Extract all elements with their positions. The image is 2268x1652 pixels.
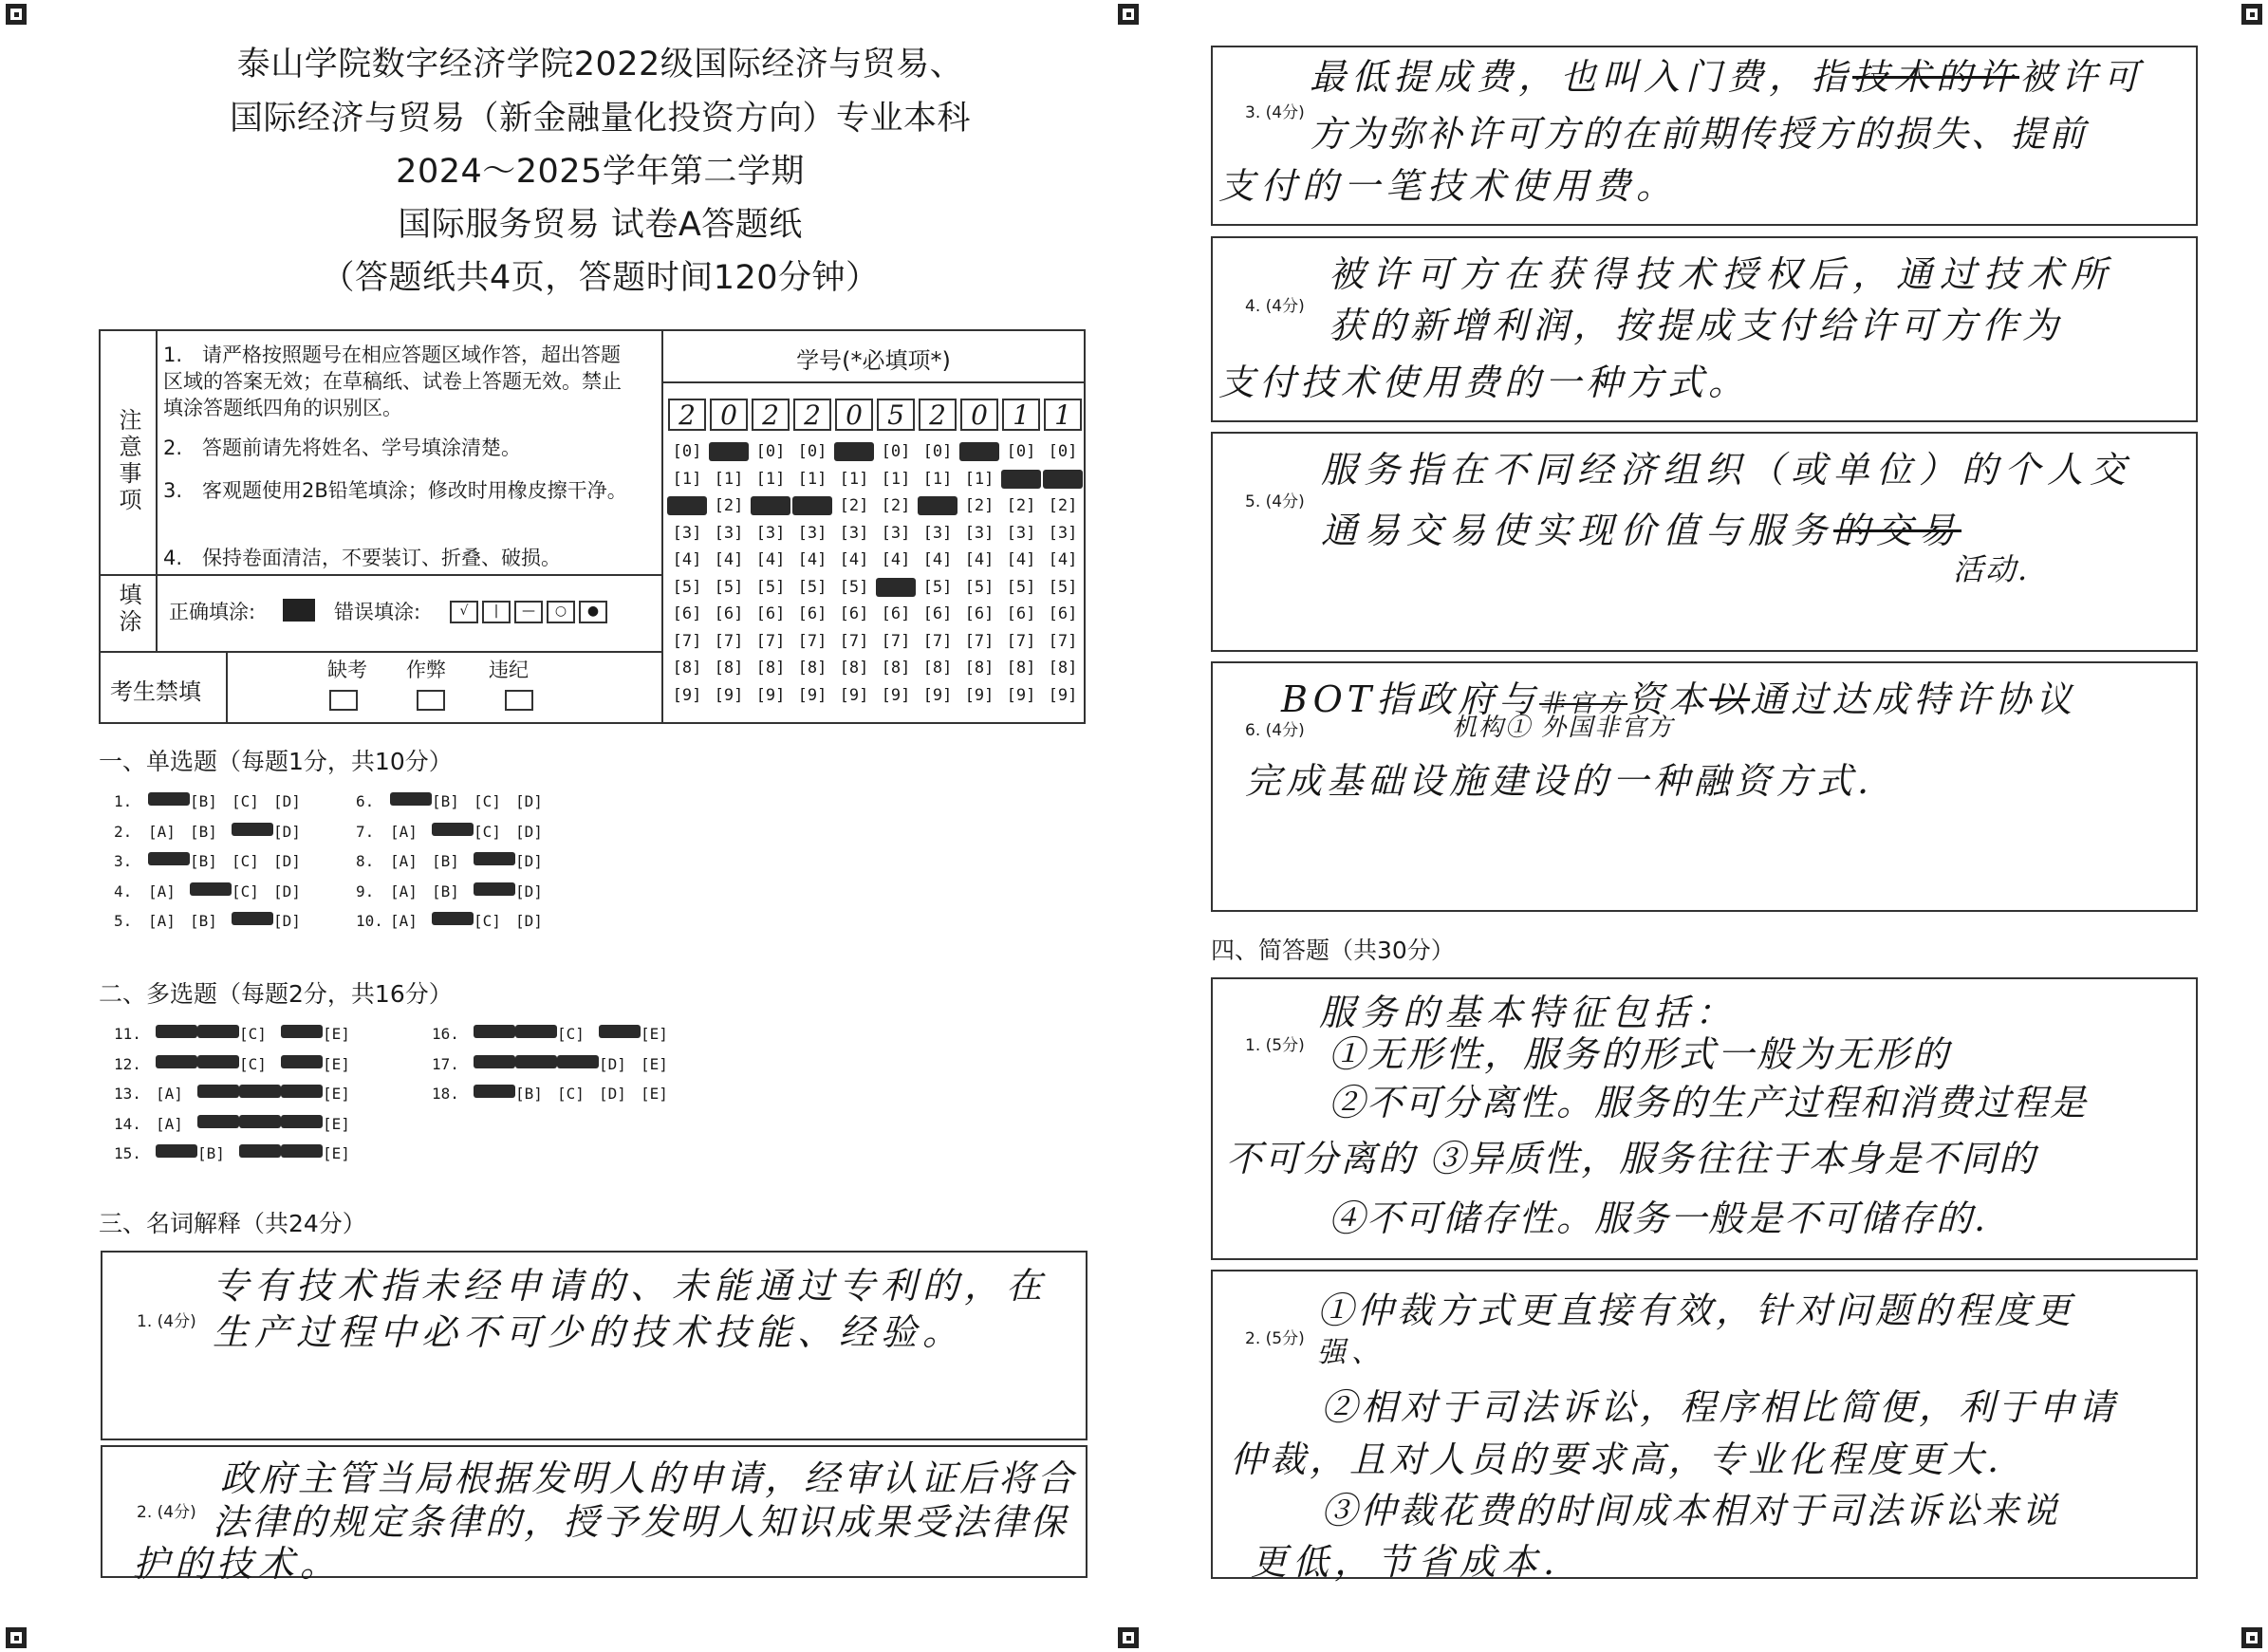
student-id-bubble[interactable]: [7] (839, 631, 869, 651)
student-id-bubble[interactable]: [7] (922, 631, 953, 651)
choice-option[interactable] (599, 1025, 641, 1038)
choice-option[interactable] (432, 912, 474, 925)
s3-q3-line2: 方为弥补许可方的在前期传授方的损失、提前 (1310, 113, 2089, 155)
section4-title: 四、简答题（共30分） (1211, 937, 1455, 964)
s4-q1-label: 1. (5分) (1245, 1036, 1305, 1055)
student-id-bubble[interactable]: [6] (881, 604, 911, 623)
student-id-bubble[interactable]: [6] (672, 604, 702, 623)
multi-choice-row[interactable]: 17. [D] [E] (432, 1055, 682, 1073)
s4-q2-label: 2. (5分) (1245, 1329, 1305, 1348)
single-choice-row[interactable]: 2. [A] [B] [D] (114, 823, 315, 841)
wrong-fill-label: 错误填涂: (334, 601, 421, 623)
forbid-violation-box[interactable] (505, 690, 533, 711)
student-id-bubble[interactable]: [4] (714, 550, 744, 569)
s3-q1-label: 1. (4分) (137, 1312, 196, 1331)
s3-q6-line1a: BOT指政府与 (1281, 678, 1540, 720)
s4-q2-line1: ①仲裁方式更直接有效，针对问题的程度更 (1317, 1290, 2075, 1331)
choice-option[interactable]: [B] (190, 912, 217, 930)
student-id-bubble[interactable]: [7] (881, 631, 911, 651)
student-id-bubble[interactable] (1001, 470, 1041, 489)
choice-option[interactable] (281, 1115, 323, 1128)
choice-option[interactable]: [D] (515, 822, 543, 841)
choice-option[interactable]: [C] (239, 1054, 267, 1073)
choice-option[interactable] (281, 1025, 323, 1038)
student-id-bubble[interactable]: [3] (881, 523, 911, 543)
multi-choice-row[interactable]: 11. [C] [E] (114, 1025, 364, 1043)
student-id-bubble[interactable]: [2] (1048, 496, 1078, 515)
s3-q4-line3: 支付技术使用费的一种方式。 (1218, 362, 1750, 403)
forbid-violation-label: 违纪 (489, 659, 529, 681)
student-id-digit-10[interactable]: 1 (1044, 399, 1082, 431)
student-id-bubble[interactable]: [5] (1048, 577, 1078, 597)
student-id-header: 学号(*必填项*) (796, 347, 951, 374)
choice-option[interactable] (474, 1055, 515, 1068)
single-choice-row[interactable]: 8. [A] [B] [D] (356, 852, 557, 870)
choice-option[interactable]: [B] (515, 1085, 543, 1103)
s4-q2-line4: 仲裁，且对人员的要求高，专业化程度更大. (1230, 1439, 2003, 1480)
student-id-bubble[interactable]: [4] (1048, 550, 1078, 569)
choice-option[interactable]: [C] (474, 912, 501, 930)
student-id-bubble[interactable]: [0] (1006, 442, 1036, 461)
student-id-bubble[interactable]: [6] (1048, 604, 1078, 623)
choice-option[interactable]: [A] (148, 822, 176, 841)
student-id-bubble[interactable]: [8] (797, 659, 827, 678)
section3-title: 三、名词解释（共24分） (99, 1210, 366, 1237)
s3-q3-line1a: 最低提成费，也叫入门费，指 (1310, 56, 1853, 98)
choice-option[interactable]: [C] (232, 792, 259, 810)
choice-option[interactable]: [B] (432, 792, 459, 810)
forbid-cheat-label: 作弊 (406, 659, 446, 681)
single-choice-row[interactable]: 7. [A] [C] [D] (356, 823, 557, 841)
choice-option[interactable]: [C] (474, 792, 501, 810)
s3-q5-line2a: 通易交易使实现价值与服务 (1321, 510, 1834, 551)
choice-option[interactable]: [D] (515, 792, 543, 810)
choice-option[interactable]: [C] (232, 882, 259, 900)
s4-q1-line3: ②不可分离性。服务的生产过程和消费过程是 (1329, 1082, 2089, 1123)
student-id-bubble[interactable]: [9] (672, 685, 702, 705)
student-id-bubble[interactable]: [3] (755, 523, 786, 543)
student-id-bubble[interactable]: [3] (964, 523, 995, 543)
choice-option[interactable]: [B] (190, 792, 217, 810)
corner-mark-bottom-mid (1118, 1627, 1139, 1648)
forbid-absent-box[interactable] (329, 690, 358, 711)
student-id-bubble[interactable]: [1] (839, 469, 869, 489)
choice-option[interactable]: [A] (390, 882, 418, 900)
student-id-bubble[interactable]: [3] (672, 523, 702, 543)
notice-item-2: 2. 答题前请先将姓名、学号填涂清楚。 (163, 436, 522, 459)
multi-choice-row[interactable]: 15. [B] [E] (114, 1144, 364, 1162)
multi-choice-row[interactable]: 18. [B] [C] [D] [E] (432, 1085, 682, 1103)
student-id-bubble[interactable]: [3] (714, 523, 744, 543)
student-id-bubble[interactable] (876, 578, 916, 597)
choice-option[interactable]: [B] (190, 852, 217, 870)
student-id-bubble[interactable]: [3] (1006, 523, 1036, 543)
s3-q2-line1: 政府主管当局根据发明人的申请，经审认证后将合 (220, 1457, 1077, 1499)
s3-q6-label: 6. (4分) (1245, 721, 1305, 740)
student-id-bubble[interactable]: [1] (922, 469, 953, 489)
student-id-bubble[interactable]: [5] (922, 577, 953, 597)
student-id-bubble[interactable] (959, 442, 999, 461)
student-id-bubble[interactable]: [6] (755, 604, 786, 623)
s4-q1-line1: 服务的基本特征包括： (1319, 992, 1738, 1033)
choice-option[interactable]: [C] (239, 1025, 267, 1043)
wrong-mark-dot: ● (579, 601, 607, 623)
choice-option[interactable] (197, 1115, 239, 1128)
choice-option[interactable]: [E] (323, 1144, 350, 1162)
section2-title: 二、多选题（每题2分，共16分） (99, 980, 453, 1008)
choice-option[interactable] (197, 1085, 239, 1098)
student-id-bubble[interactable]: [8] (1006, 659, 1036, 678)
wrong-mark-bar: | (482, 601, 511, 623)
section1-title: 一、单选题（每题1分，共10分） (99, 748, 453, 775)
student-id-bubble[interactable]: [2] (881, 496, 911, 515)
student-id-bubble[interactable]: [2] (1006, 496, 1036, 515)
choice-option[interactable]: [D] (599, 1085, 626, 1103)
notice-item-3: 3. 客观题使用2B铅笔填涂；修改时用橡皮擦干净。 (163, 479, 627, 502)
s3-q3-line1 (1310, 47, 2145, 100)
student-id-bubble[interactable]: [0] (755, 442, 786, 461)
s4-q1-line2: ①无形性，服务的形式一般为无形的 (1329, 1033, 1952, 1075)
student-id-bubble[interactable]: [4] (1006, 550, 1036, 569)
s3-q4-line1: 被许可方在获得技术授权后，通过技术所 (1329, 253, 2115, 295)
student-id-bubble[interactable]: [4] (755, 550, 786, 569)
student-id-bubble[interactable]: [5] (672, 577, 702, 597)
student-id-bubble[interactable]: [9] (755, 685, 786, 705)
choice-option[interactable]: [C] (232, 852, 259, 870)
student-id-bubble[interactable]: [8] (964, 659, 995, 678)
choice-option[interactable] (281, 1055, 323, 1068)
s4-q2-line6: 更低，节省成本. (1251, 1541, 1561, 1583)
choice-option[interactable]: [A] (148, 912, 176, 930)
s3-q1-line1: 专有技术指未经申请的、未能通过专利的，在 (213, 1265, 1049, 1307)
choice-option[interactable] (474, 852, 515, 865)
choice-option[interactable] (148, 852, 190, 865)
student-id-bubble[interactable]: [5] (1006, 577, 1036, 597)
choice-option[interactable] (156, 1055, 197, 1068)
choice-option[interactable]: [E] (641, 1025, 668, 1043)
single-choice-row[interactable]: 5. [A] [B] [D] (114, 912, 315, 930)
student-id-bubble[interactable]: [5] (964, 577, 995, 597)
multi-choice-row[interactable]: 13. [A] [E] (114, 1085, 364, 1103)
s4-q2-line2: 强、 (1317, 1336, 1385, 1369)
student-id-bubble[interactable] (834, 442, 874, 461)
choice-option[interactable] (239, 1085, 281, 1098)
multi-choice-row[interactable]: 14. [A] [E] (114, 1115, 364, 1133)
choice-option[interactable]: [D] (273, 792, 301, 810)
student-id-bubble[interactable]: [9] (714, 685, 744, 705)
s3-q3-struck: 技术的许 (1852, 56, 2020, 98)
choice-option[interactable]: [C] (474, 822, 501, 841)
student-id-bubble[interactable]: [6] (797, 604, 827, 623)
student-id-bubble[interactable]: [0] (672, 442, 702, 461)
header-line-1: 泰山学院数字经济学院2022级国际经济与贸易、 (236, 46, 964, 84)
student-id-bubble[interactable]: [9] (797, 685, 827, 705)
corner-mark-bottom-right (2241, 1627, 2262, 1648)
choice-option[interactable]: [A] (390, 852, 418, 870)
student-id-bubble[interactable]: [8] (839, 659, 869, 678)
student-id-bubble[interactable]: [0] (922, 442, 953, 461)
choice-option[interactable]: [D] (599, 1054, 626, 1073)
s3-q4-line2: 获的新增利润，按提成支付给许可方作为 (1329, 305, 2064, 346)
header-line-4: 国际服务贸易 试卷A答题纸 (398, 206, 803, 244)
s4-q2-line5: ③仲裁花费的时间成本相对于司法诉讼来说 (1321, 1490, 2061, 1531)
choice-option[interactable]: [D] (515, 912, 543, 930)
student-id-bubble[interactable]: [0] (881, 442, 911, 461)
choice-option[interactable] (515, 1055, 557, 1068)
choice-option[interactable] (432, 823, 474, 836)
corner-mark-top-mid (1118, 4, 1139, 25)
student-id-bubble[interactable]: [1] (881, 469, 911, 489)
student-id-bubble[interactable]: [1] (964, 469, 995, 489)
student-id-bubble[interactable]: [5] (755, 577, 786, 597)
s4-q1-line5: ④不可储存性。服务一般是不可储存的. (1329, 1197, 1988, 1239)
student-id-bubble[interactable]: [6] (922, 604, 953, 623)
single-choice-row[interactable]: 10. [A] [C] [D] (356, 912, 557, 930)
student-id-bubble[interactable]: [8] (672, 659, 702, 678)
student-id-bubble[interactable]: [1] (755, 469, 786, 489)
choice-option[interactable]: [E] (323, 1054, 350, 1073)
student-id-digit-7[interactable]: 2 (919, 399, 957, 431)
s3-q3-label: 3. (4分) (1245, 103, 1305, 122)
student-id-bubble[interactable]: [7] (672, 631, 702, 651)
notice-item-4: 4. 保持卷面清洁，不要装订、折叠、破损。 (163, 547, 562, 569)
s3-q6-struck2: 以 (1709, 678, 1751, 720)
s3-q5-line2 (1321, 501, 1961, 553)
student-id-bubble[interactable] (751, 496, 790, 515)
single-choice-row[interactable]: 9. [A] [B] [D] (356, 882, 557, 900)
student-id-bubble[interactable]: [7] (755, 631, 786, 651)
choice-option[interactable] (239, 1144, 281, 1158)
notice-item-1: 1. 请严格按照题号在相应答题区域作答，超出答题区域的答案无效；在草稿纸、试卷上答题无效。禁止填涂答题纸四角的识别区。 (163, 343, 622, 419)
choice-option[interactable] (156, 1025, 197, 1038)
header-line-2: 国际经济与贸易（新金融量化投资方向）专业本科 (229, 100, 971, 138)
choice-option[interactable] (197, 1025, 239, 1038)
student-id-bubble[interactable]: [3] (797, 523, 827, 543)
student-id-bubble[interactable]: [5] (839, 577, 869, 597)
s3-q5-label: 5. (4分) (1245, 492, 1305, 511)
s3-q1-line2: 生产过程中必不可少的技术技能、经验。 (213, 1311, 965, 1353)
student-id-bubble[interactable] (1043, 470, 1083, 489)
s3-q6-line1c: 通过达成特许协议 (1750, 678, 2077, 720)
correct-fill-label: 正确填涂: (169, 601, 256, 623)
student-id-digit-3[interactable]: 2 (752, 399, 790, 431)
student-id-bubble[interactable]: [4] (672, 550, 702, 569)
student-id-bubble[interactable] (709, 442, 749, 461)
choice-option[interactable]: [D] (273, 822, 301, 841)
student-id-bubble[interactable]: [2] (964, 496, 995, 515)
multi-choice-row[interactable]: 16. [C] [E] (432, 1025, 682, 1043)
s4-q2-line3: ②相对于司法诉讼，程序相比简便，利于申请 (1321, 1386, 2119, 1428)
single-choice-row[interactable]: 3. [B] [C] [D] (114, 852, 315, 870)
student-id-digit-9[interactable]: 1 (1002, 399, 1040, 431)
header-line-5: （答题纸共4页，答题时间120分钟） (321, 259, 880, 297)
student-id-bubble[interactable]: [7] (1048, 631, 1078, 651)
forbid-label: 考生禁填 (110, 678, 201, 705)
choice-option[interactable] (557, 1055, 599, 1068)
student-id-bubble[interactable]: [0] (797, 442, 827, 461)
student-id-digit-5[interactable]: 0 (835, 399, 873, 431)
student-id-bubble[interactable]: [9] (881, 685, 911, 705)
choice-option[interactable]: [A] (156, 1085, 183, 1103)
choice-option[interactable] (232, 912, 273, 925)
choice-option[interactable] (474, 882, 515, 896)
notice-label: 注意事项 (115, 408, 141, 514)
s3-q6-struck: 非官方 (1539, 690, 1628, 718)
student-id-bubble[interactable]: [9] (1006, 685, 1036, 705)
choice-option[interactable]: [D] (515, 882, 543, 900)
choice-option[interactable]: [B] (432, 882, 459, 900)
wrong-mark-check: √ (450, 601, 478, 623)
s3-q2-line3: 护的技术。 (133, 1543, 343, 1585)
choice-option[interactable]: [E] (641, 1085, 668, 1103)
choice-option[interactable]: [A] (390, 822, 418, 841)
s4-q1-line4: 不可分离的 ③异质性，服务往往于本身是不同的 (1226, 1138, 2037, 1179)
choice-option[interactable]: [C] (557, 1025, 585, 1043)
fill-label: 填涂 (115, 583, 141, 636)
student-id-bubble[interactable]: [0] (1048, 442, 1078, 461)
multi-choice-row[interactable]: 12. [C] [E] (114, 1055, 364, 1073)
choice-option[interactable]: [D] (273, 912, 301, 930)
student-id-digit-1[interactable]: 2 (668, 399, 706, 431)
choice-option[interactable] (239, 1115, 281, 1128)
choice-option[interactable] (474, 1085, 515, 1098)
choice-option[interactable]: [D] (273, 852, 301, 870)
student-id-bubble[interactable]: [9] (964, 685, 995, 705)
single-choice-row[interactable]: 6. [B] [C] [D] (356, 792, 557, 810)
choice-option[interactable] (281, 1144, 323, 1158)
student-id-bubble[interactable]: [9] (839, 685, 869, 705)
student-id-bubble[interactable]: [9] (1048, 685, 1078, 705)
s3-q5-line3: 活动. (1953, 551, 2030, 587)
student-id-bubble[interactable]: [5] (797, 577, 827, 597)
student-id-digit-4[interactable]: 2 (793, 399, 831, 431)
choice-option[interactable] (390, 792, 432, 806)
corner-mark-top-right (2241, 4, 2262, 25)
choice-option[interactable] (190, 882, 232, 896)
wrong-fill-samples (446, 598, 607, 624)
s3-q2-label: 2. (4分) (137, 1503, 196, 1522)
choice-option[interactable]: [A] (148, 882, 176, 900)
student-id-bubble[interactable]: [3] (922, 523, 953, 543)
student-id-bubble[interactable]: [4] (797, 550, 827, 569)
student-id-bubble[interactable]: [4] (881, 550, 911, 569)
s3-q6-note: 机构① 外国非官方 (1452, 714, 1675, 742)
choice-option[interactable]: [A] (156, 1114, 183, 1133)
student-id-bubble[interactable]: [6] (964, 604, 995, 623)
wrong-mark-circle: ○ (547, 601, 575, 623)
wrong-mark-dash: — (514, 601, 543, 623)
s3-q6-line1b: 资本 (1627, 678, 1710, 720)
student-id-bubble[interactable]: [3] (839, 523, 869, 543)
forbid-cheat-box[interactable] (417, 690, 445, 711)
corner-mark-bottom-left (6, 1627, 27, 1648)
choice-option[interactable] (515, 1025, 557, 1038)
student-id-digit-2[interactable]: 0 (710, 399, 748, 431)
student-id-bubble[interactable]: [6] (839, 604, 869, 623)
single-choice-row[interactable]: 1. [B] [C] [D] (114, 792, 315, 810)
corner-mark-top-left (6, 4, 27, 25)
s3-q2-line2: 法律的规定条律的，授予发明人知识成果受法律保 (213, 1501, 1069, 1543)
choice-option[interactable]: [E] (323, 1025, 350, 1043)
choice-option[interactable] (197, 1055, 239, 1068)
student-id-bubble[interactable]: [4] (964, 550, 995, 569)
s3-q3-line1b: 被许可 (2019, 56, 2146, 98)
single-choice-row[interactable]: 4. [A] [C] [D] (114, 882, 315, 900)
choice-option[interactable]: [D] (273, 882, 301, 900)
s3-q5-line1: 服务指在不同经济组织（或单位）的个人交 (1321, 449, 2133, 491)
student-id-bubble[interactable]: [1] (714, 469, 744, 489)
choice-option[interactable] (148, 792, 190, 806)
student-id-bubble[interactable] (792, 496, 832, 515)
student-id-bubble[interactable]: [2] (714, 496, 744, 515)
student-id-bubble[interactable] (667, 496, 707, 515)
choice-option[interactable] (281, 1085, 323, 1098)
forbid-absent-label: 缺考 (327, 659, 367, 681)
student-id-bubble[interactable]: [4] (839, 550, 869, 569)
student-id-digit-8[interactable]: 0 (960, 399, 998, 431)
student-id-bubble[interactable]: [8] (922, 659, 953, 678)
student-id-bubble[interactable]: [8] (755, 659, 786, 678)
correct-fill-sample (283, 599, 315, 622)
student-id-digit-6[interactable]: 5 (877, 399, 915, 431)
student-id-bubble[interactable]: [8] (714, 659, 744, 678)
choice-option[interactable]: [B] (190, 822, 217, 841)
student-id-bubble[interactable]: [5] (714, 577, 744, 597)
choice-option[interactable]: [E] (641, 1054, 668, 1073)
choice-option[interactable]: [C] (557, 1085, 585, 1103)
student-id-bubble[interactable]: [7] (714, 631, 744, 651)
student-id-bubble[interactable]: [6] (1006, 604, 1036, 623)
student-id-bubble[interactable]: [8] (1048, 659, 1078, 678)
student-id-bubble[interactable]: [7] (1006, 631, 1036, 651)
choice-option[interactable]: [B] (197, 1144, 225, 1162)
s3-q5-struck: 的交易 (1833, 510, 1962, 551)
student-id-bubble[interactable]: [4] (922, 550, 953, 569)
student-id-bubble[interactable]: [7] (797, 631, 827, 651)
student-id-bubble[interactable]: [7] (964, 631, 995, 651)
choice-option[interactable]: [B] (432, 852, 459, 870)
choice-option[interactable]: [E] (323, 1114, 350, 1133)
student-id-bubble[interactable]: [9] (922, 685, 953, 705)
choice-option[interactable]: [D] (515, 852, 543, 870)
choice-option[interactable]: [A] (390, 912, 418, 930)
s3-q3-line3: 支付的一笔技术使用费。 (1218, 165, 1679, 207)
choice-option[interactable] (232, 823, 273, 836)
s3-q6-line1 (1281, 670, 2076, 722)
student-id-bubble[interactable]: [1] (672, 469, 702, 489)
student-id-bubble[interactable]: [3] (1048, 523, 1078, 543)
student-id-bubble[interactable]: [6] (714, 604, 744, 623)
student-id-bubble[interactable]: [1] (797, 469, 827, 489)
student-id-bubble[interactable]: [2] (839, 496, 869, 515)
student-id-bubble[interactable] (918, 496, 957, 515)
choice-option[interactable] (474, 1025, 515, 1038)
header-line-3: 2024～2025学年第二学期 (396, 153, 805, 191)
choice-option[interactable]: [E] (323, 1085, 350, 1103)
choice-option[interactable] (156, 1144, 197, 1158)
s3-q6-line2: 完成基础设施建设的一种融资方式. (1245, 760, 1874, 802)
s3-q4-label: 4. (4分) (1245, 297, 1305, 316)
student-id-bubble[interactable]: [8] (881, 659, 911, 678)
